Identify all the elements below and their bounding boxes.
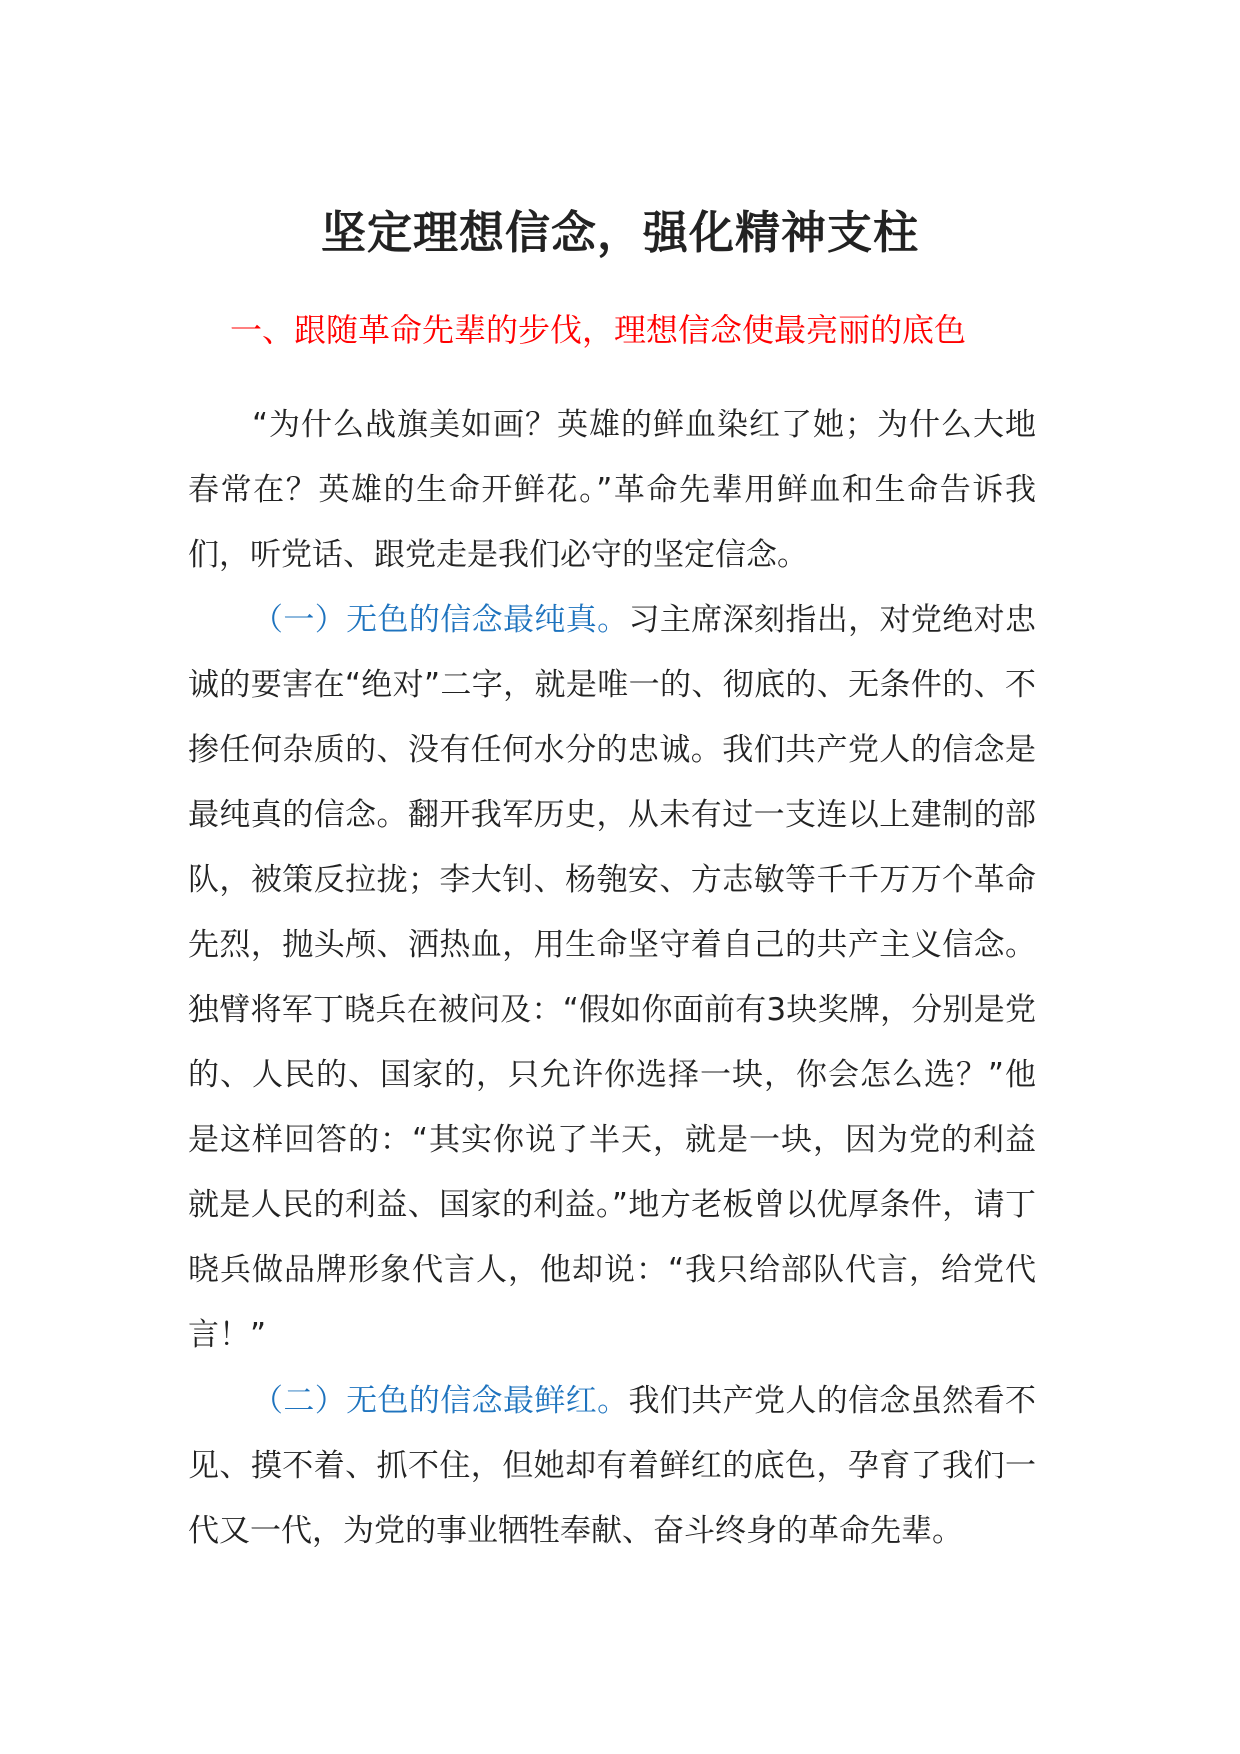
sub1-body: 习主席深刻指出，对党绝对忠诚的要害在“绝对”二字，就是唯一的、彻底的、无条件的、不掺任何杂质的、没有任何水分的忠诚。我们共产党人的信念是最纯真的信念。翻开我军历史，从未有过一支连以上建制的部队，被策反拉拢；李大钊、杨匏安、方志敏等千千万万个革命先烈，抛头颅、洒热血，用生命坚守着自己的共产主义信念。独臂将军丁晓兵在被问及：“假如你面前有3块奖牌，分别是党的、人民的、国家的，只允许你选择一块，你会怎么选？”他是这样回答的：“其实你说了半天，就是一块，因为党的利益就是人民的利益、国家的利益。”地方老板曾以优厚条件，请丁晓兵做品牌形象代言人，他却说：“我只给部队代言，给党代言！” [188, 602, 1036, 1353]
document-title: 坚定理想信念，强化精神支柱 [320, 206, 919, 259]
paragraph-sub1 [188, 588, 1036, 1368]
sub-heading-1: （一）无色的信念最纯真。 [252, 602, 629, 638]
sub-heading-2: （二）无色的信念最鲜红。 [252, 1383, 629, 1419]
sub2-body: 我们共产党人的信念虽然看不见、摸不着、抓不住，但她却有着鲜红的底色，孕育了我们一代又一代，为党的事业牺牲奉献、奋斗终身的革命先辈。 [188, 1383, 1036, 1549]
intro-paragraph: “为什么战旗美如画？英雄的鲜血染红了她；为什么大地春常在？英雄的生命开鲜花。”革命先辈用鲜血和生命告诉我们，听党话、跟党走是我们必守的坚定信念。 [188, 407, 1036, 573]
paragraph-sub2 [188, 1369, 1036, 1564]
section-heading: 一、跟随革命先辈的步伐，理想信念使最亮丽的底色 [230, 311, 967, 349]
